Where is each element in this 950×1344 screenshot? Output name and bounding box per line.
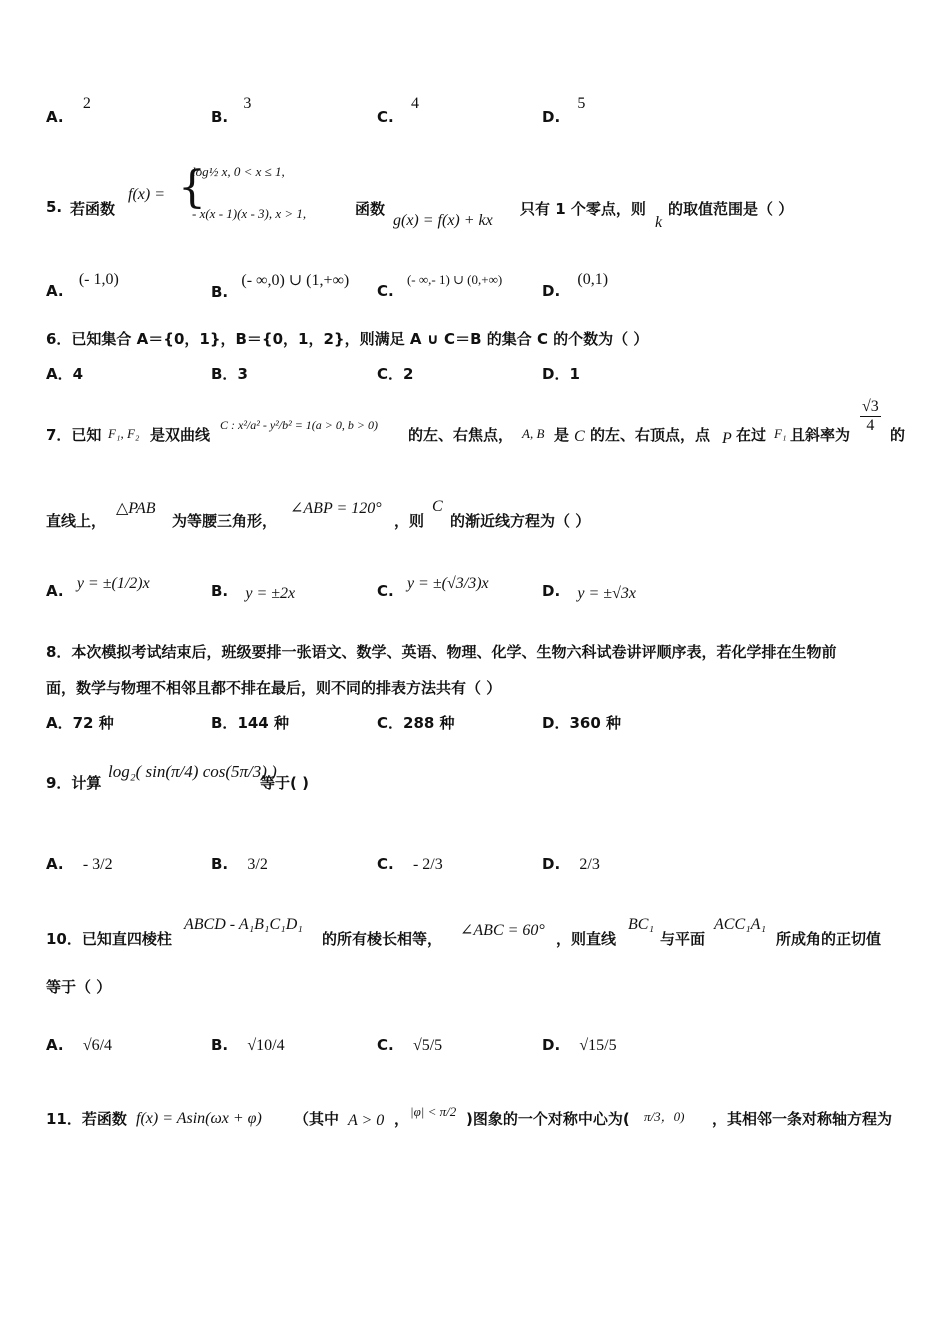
question-10-line-2: 等于（ ） xyxy=(46,978,112,996)
q5-option-d[interactable]: D. (0,1) xyxy=(542,271,609,300)
q6-option-a[interactable]: A．4 xyxy=(46,365,84,383)
question-6: 6．已知集合 A＝{0，1}，B＝{0，1，2}，则满足 A ∪ C＝B 的集合 C 的个数为（ ） xyxy=(46,330,649,348)
q5-option-c[interactable]: C. (- ∞,- 1) ∪ (0,+∞) xyxy=(377,272,503,300)
q4-option-a[interactable]: A. 2 xyxy=(46,95,91,126)
q9-option-a[interactable]: A. - 3/2 xyxy=(46,855,113,873)
q5-option-b[interactable]: B. (- ∞,0) ∪ (1,+∞) xyxy=(211,272,350,301)
slope-fraction: $\frac{√3}{4}$ xyxy=(862,398,879,434)
question-9: 9．计算 log₂( sin(π/4) cos(5π/3) ) 等于( ) xyxy=(46,762,309,792)
q6-option-c[interactable]: C．2 xyxy=(377,365,414,383)
q10-option-b[interactable]: B. √10/4 xyxy=(211,1036,285,1054)
q8-option-d[interactable]: D．360 种 xyxy=(542,714,621,732)
q5-option-a[interactable]: A. (- 1,0) xyxy=(46,271,119,300)
q8-option-b[interactable]: B．144 种 xyxy=(211,714,289,732)
q7-option-b[interactable]: B. y = ±2x xyxy=(211,582,296,602)
cases-brace: { xyxy=(178,162,206,213)
q4-option-b[interactable]: B. 3 xyxy=(211,95,252,126)
q6-option-b[interactable]: B．3 xyxy=(211,365,248,383)
q7-option-d[interactable]: D. y = ±√3x xyxy=(542,582,636,602)
question-8-line-2: 面，数学与物理不相邻且都不排在最后，则不同的排表方法共有（ ） xyxy=(46,679,502,697)
q7-option-c[interactable]: C. y = ±(√3/3)x xyxy=(377,575,489,600)
q9-option-b[interactable]: B. 3/2 xyxy=(211,855,268,873)
q6-option-d[interactable]: D．1 xyxy=(542,365,580,383)
q8-option-a[interactable]: A．72 种 xyxy=(46,714,114,732)
q8-option-c[interactable]: C．288 种 xyxy=(377,714,455,732)
q4-option-c[interactable]: C. 4 xyxy=(377,95,419,126)
question-11: 11．若函数 f(x) = Asin(ωx + φ) （其中 A > 0 ， |φ| < π/2 )图象的一个对称中心为( π/3，0) ，其相邻一条对称轴方程为 xyxy=(46,1104,893,1129)
question-7: 7．已知 F₁, F₂ 是双曲线 C : x²/a² - y²/b² = 1(a > 0, b > 0) 的左、右焦点， A, B 是 C 的左、右顶点，点 P 在过 F₁ 且斜率为 $\frac{√3}{4}$ 的 xyxy=(46,398,906,447)
question-10: 10．已知直四棱柱 ABCD - A₁B₁C₁D₁ 的所有棱长相等， ∠ABC = 60° ，则直线 BC₁ 与平面 ACC₁A₁ 所成角的正切值 xyxy=(46,916,882,948)
q10-option-d[interactable]: D. √15/5 xyxy=(542,1036,617,1054)
q9-option-d[interactable]: D. 2/3 xyxy=(542,855,600,873)
question-5: 5. 若函数 f(x) = { log½ x, 0 < x ≤ 1, - x(x - 1)(x - 3), x > 1, 函数 g(x) = f(x) + kx 只有 1 个零点，则 k 的取值范围是（ ） xyxy=(46,162,794,231)
q4-option-d[interactable]: D. 5 xyxy=(542,95,586,126)
q9-option-c[interactable]: C. - 2/3 xyxy=(377,855,443,873)
question-7-line-2: 直线上， △PAB 为等腰三角形， ∠ABP = 120° ，则 C 的渐近线方程为（ ） xyxy=(46,498,591,530)
q7-option-a[interactable]: A. y = ±(1/2)x xyxy=(46,575,150,600)
q10-option-c[interactable]: C. √5/5 xyxy=(377,1036,443,1054)
question-8-line-1: 8．本次模拟考试结束后，班级要排一张语文、数学、英语、物理、化学、生物六科试卷讲评顺序表，若化学排在生物前 xyxy=(46,643,837,661)
q10-option-a[interactable]: A. √6/4 xyxy=(46,1036,113,1054)
